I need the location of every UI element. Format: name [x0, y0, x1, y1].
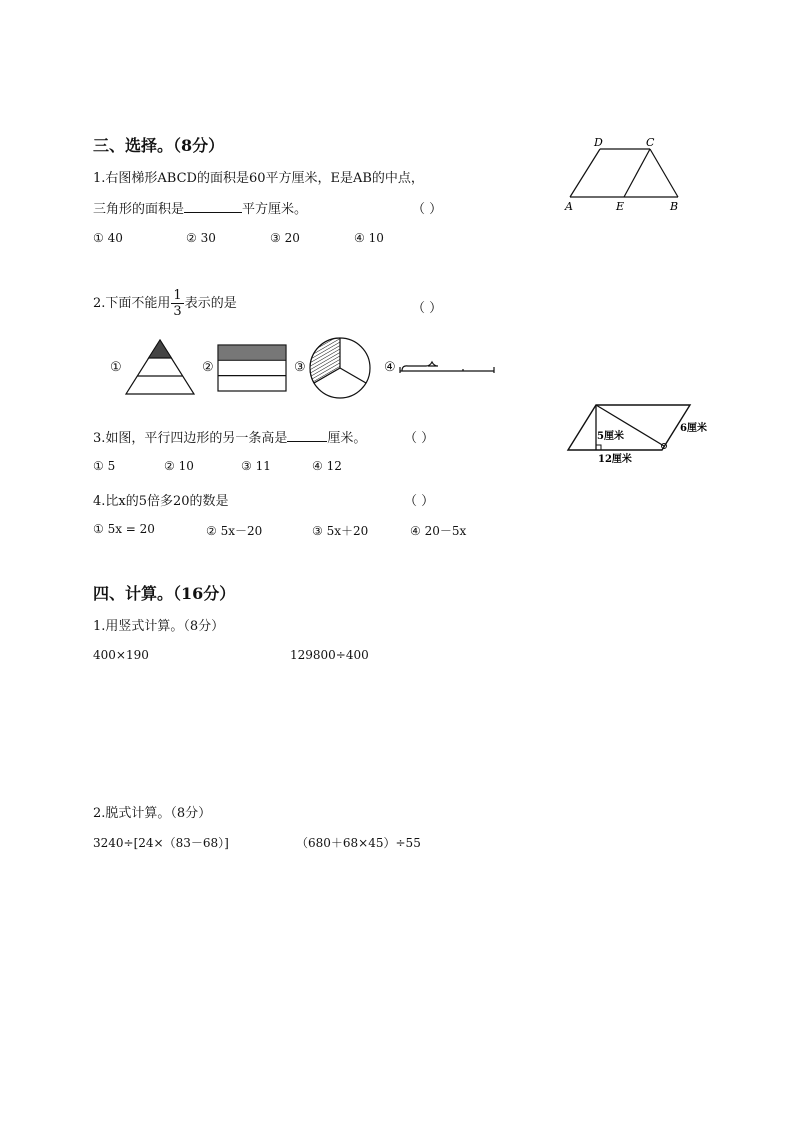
q1-option-3[interactable]: ③ 20	[270, 231, 300, 245]
label-side: 6厘米	[680, 423, 707, 434]
q2-text-a: 2.下面不能用	[93, 296, 171, 311]
label-c: C	[646, 136, 655, 149]
q4-option-1[interactable]: ① 5x = 20	[93, 522, 155, 536]
q2-frac-num: 1	[173, 288, 182, 303]
q4-paren: （ ）	[404, 494, 435, 509]
circle-figure	[308, 336, 372, 400]
p1-expr-2: 129800÷400	[290, 648, 369, 662]
parallelogram-figure	[560, 398, 730, 468]
q2-frac-den: 3	[173, 304, 182, 319]
q2-line	[93, 288, 237, 320]
q3-option-1[interactable]: ① 5	[93, 459, 116, 473]
p1-title: 1.用竖式计算。（8分）	[93, 619, 225, 634]
q1-option-1[interactable]: ① 40	[93, 231, 123, 245]
q2-marker-4[interactable]: ④	[384, 360, 396, 375]
q3-paren: （ ）	[404, 431, 435, 446]
q1-option-2[interactable]: ② 30	[186, 231, 216, 245]
q1-answer-blank[interactable]	[184, 200, 242, 213]
q3-answer-blank[interactable]	[287, 429, 327, 442]
segment-figure	[398, 358, 498, 378]
q3-text-a: 3.如图，平行四边形的另一条高是	[93, 431, 288, 446]
q4-text: 4.比x的5倍多20的数是	[93, 494, 229, 509]
q3-option-4[interactable]: ④ 12	[312, 459, 342, 473]
p2-title: 2.脱式计算。（8分）	[93, 806, 212, 821]
q4-option-2[interactable]: ② 5x－20	[206, 524, 263, 538]
q3-line	[93, 427, 366, 446]
label-base: 12厘米	[598, 454, 632, 465]
q2-marker-3[interactable]: ③	[294, 360, 306, 375]
label-b: B	[670, 200, 679, 213]
q1-text-b: 平方厘米。	[242, 202, 308, 217]
q2-marker-1[interactable]: ①	[110, 360, 122, 375]
label-a: A	[565, 200, 573, 213]
rectangle-figure	[217, 344, 287, 392]
section3-title: 三、选择。（8分）	[93, 136, 225, 155]
q4-option-3[interactable]: ③ 5x＋20	[312, 524, 369, 538]
section4-title: 四、计算。（16分）	[93, 584, 236, 603]
q2-paren: （ ）	[412, 301, 443, 316]
q2-marker-2[interactable]: ②	[202, 360, 214, 375]
p2-expr-1: 3240÷[24×（83－68）]	[93, 836, 229, 850]
q1-line1: 1.右图梯形ABCD的面积是60平方厘米，E是AB的中点，	[93, 171, 424, 186]
q1-line2	[93, 198, 307, 217]
label-d: D	[594, 136, 603, 149]
triangle-figure	[125, 338, 195, 396]
p2-expr-2: （680＋68×45）÷55	[296, 836, 421, 850]
label-e: E	[616, 200, 625, 213]
q1-option-4[interactable]: ④ 10	[354, 231, 384, 245]
q4-option-4[interactable]: ④ 20－5x	[410, 524, 467, 538]
q2-fraction	[171, 288, 183, 319]
q3-option-3[interactable]: ③ 11	[241, 459, 271, 473]
label-height: 5厘米	[597, 431, 624, 442]
q2-text-b: 表示的是	[184, 296, 237, 311]
p1-expr-1: 400×190	[93, 648, 149, 662]
q3-option-2[interactable]: ② 10	[164, 459, 194, 473]
q3-text-b: 厘米。	[327, 431, 367, 446]
q1-paren: （ ）	[412, 202, 443, 217]
trapezoid-figure	[560, 136, 700, 216]
q1-text-a: 三角形的面积是	[93, 202, 185, 217]
